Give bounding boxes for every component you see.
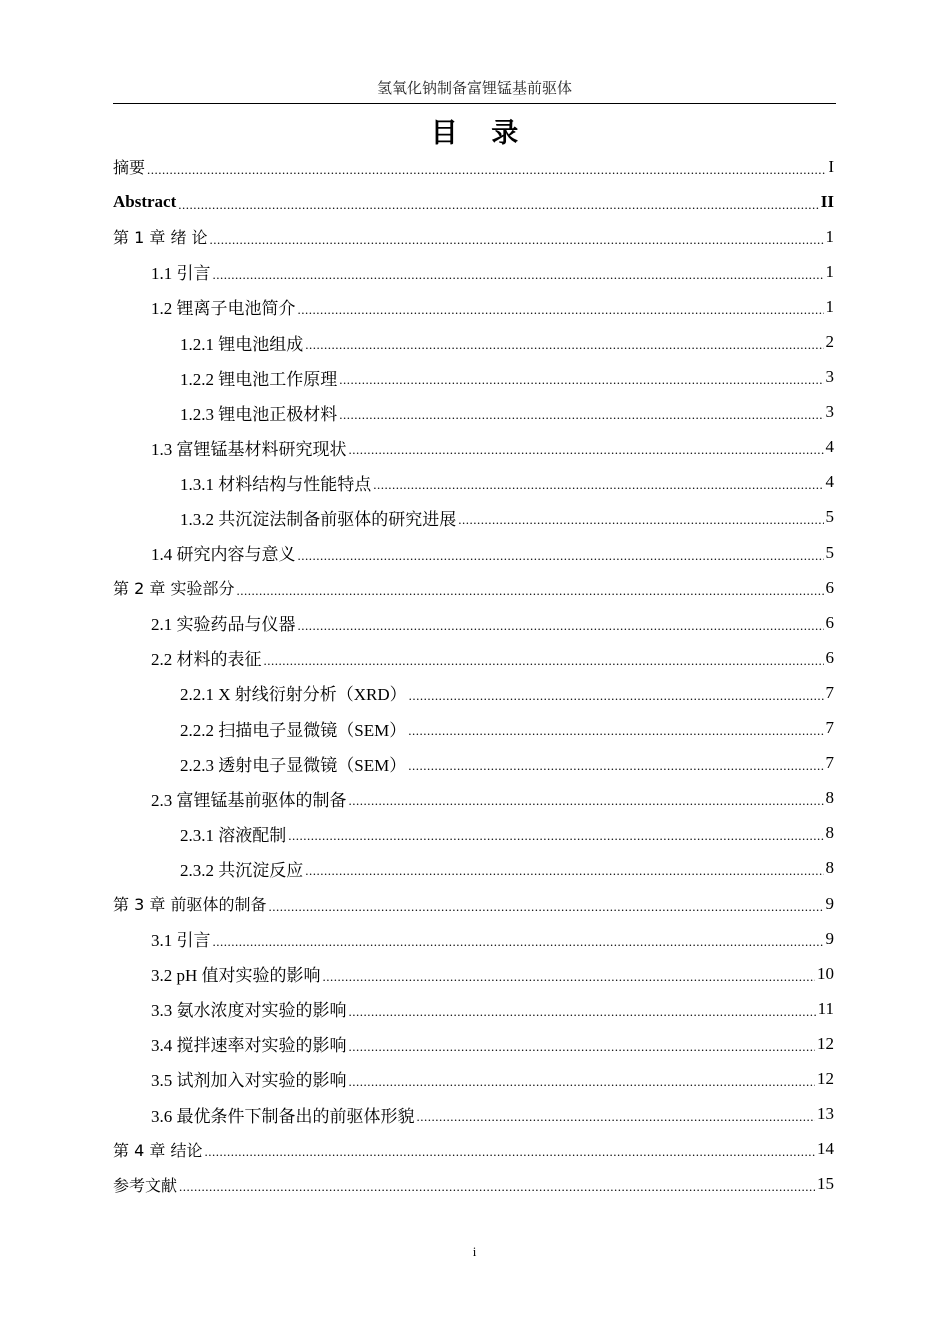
dot-leader [213, 267, 824, 283]
toc-entry-page: 15 [817, 1174, 834, 1194]
toc-entry-page: 5 [825, 507, 834, 527]
toc-entry-page: 10 [817, 963, 834, 983]
toc-entry[interactable] [113, 991, 834, 1026]
toc-entry-page: 14 [817, 1139, 834, 1159]
toc-entry-label: 1.2.2 锂电池工作原理 [180, 369, 338, 389]
toc-entry-page: 6 [825, 577, 834, 597]
toc-entry-page: 6 [825, 612, 834, 632]
toc-entry[interactable] [113, 921, 834, 956]
toc-entry[interactable] [113, 956, 834, 991]
toc-entry-label: 3.5 试剂加入对实验的影响 [151, 1071, 347, 1091]
toc-entry[interactable] [113, 395, 834, 430]
toc-entry[interactable] [113, 535, 834, 570]
dot-leader [349, 442, 824, 458]
toc-entry-page: 1 [825, 226, 834, 246]
toc-entry-page: 3 [825, 367, 834, 387]
dot-leader [408, 758, 823, 774]
dot-leader [298, 548, 824, 564]
toc-entry-page: 4 [825, 472, 834, 492]
dot-leader [417, 1109, 816, 1125]
dot-leader [298, 302, 824, 318]
toc-entry-label: 2.2.2 扫描电子显微镜（SEM） [180, 720, 407, 740]
dot-leader [349, 1039, 816, 1055]
toc-entry-label: 3.6 最优条件下制备出的前驱体形貌 [151, 1106, 415, 1126]
toc-entry-page: 6 [825, 647, 834, 667]
toc-entry-page: 5 [825, 542, 834, 562]
toc-entry-page: 7 [825, 718, 834, 738]
toc-entry-label: 1.2.1 锂电池组成 [180, 334, 304, 354]
toc-entry-label: 第 3 章 前驱体的制备 [113, 895, 267, 915]
toc-entry[interactable] [113, 219, 834, 254]
toc-entry-page: 11 [817, 998, 834, 1018]
toc-entry-label: 1.2 锂离子电池简介 [151, 299, 296, 319]
toc-entry-label: 3.3 氨水浓度对实验的影响 [151, 1001, 347, 1021]
toc-entry-label: 1.2.3 锂电池正极材料 [180, 404, 338, 424]
toc-entry-page: 12 [817, 1068, 834, 1088]
toc-entry-page: 7 [825, 682, 834, 702]
toc-entry-label: 第 4 章 结论 [113, 1140, 203, 1160]
toc-entry-label: 1.3.1 材料结构与性能特点 [180, 474, 372, 494]
dot-leader [268, 899, 823, 915]
toc-entry[interactable] [113, 430, 834, 465]
toc-entry-page: 4 [825, 437, 834, 457]
toc-entry[interactable] [113, 605, 834, 640]
dot-leader [323, 969, 815, 985]
toc-entry-page: 9 [825, 928, 834, 948]
toc-entry-label: 2.1 实验药品与仪器 [151, 615, 296, 635]
page-number: i [472, 1244, 477, 1259]
toc-entry[interactable] [113, 1026, 834, 1061]
toc-title: 目 录 [430, 118, 531, 149]
toc-entry-label: 1.4 研究内容与意义 [151, 545, 296, 565]
toc-entry-page: 8 [825, 858, 834, 878]
toc-entry[interactable] [113, 851, 834, 886]
toc-entry-label: 第 2 章 实验部分 [113, 579, 235, 599]
toc-entry-page: I [828, 156, 834, 176]
toc-entry-label: 2.2.1 X 射线衍射分析（XRD） [180, 685, 407, 705]
toc-entry-label: 2.3.1 溶液配制 [180, 825, 287, 845]
dot-leader [305, 863, 823, 879]
toc-entry-page: 9 [825, 893, 834, 913]
toc-entry-page: 2 [825, 332, 834, 352]
dot-leader [458, 512, 823, 528]
toc-entry-label: 1.3 富锂锰基材料研究现状 [151, 439, 347, 459]
toc-entry[interactable] [113, 360, 834, 395]
dot-leader [373, 477, 823, 493]
toc-entry[interactable] [113, 1167, 834, 1202]
toc-entry[interactable] [113, 1061, 834, 1096]
toc-entry-page: 12 [817, 1033, 834, 1053]
toc-entry-page: 13 [817, 1104, 834, 1124]
toc-entry-label: Abstract [113, 191, 177, 211]
toc-entry-label: 参考文献 [113, 1175, 178, 1195]
dot-leader [210, 232, 824, 248]
dot-leader [204, 1144, 815, 1160]
dot-leader [339, 372, 823, 388]
toc-entry[interactable] [113, 149, 834, 184]
dot-leader [298, 618, 824, 634]
running-header: 氢氧化钠制备富锂锰基前驱体 [376, 81, 572, 97]
toc-entry[interactable] [113, 1132, 834, 1167]
header-divider [113, 103, 836, 104]
dot-leader [339, 407, 823, 423]
toc-entry[interactable] [113, 184, 834, 219]
toc-entry[interactable] [113, 570, 834, 605]
toc-entry[interactable] [113, 675, 834, 710]
toc-entry[interactable] [113, 816, 834, 851]
toc-entry-label: 3.4 搅拌速率对实验的影响 [151, 1036, 347, 1056]
toc-entry-page: 1 [825, 261, 834, 281]
toc-entry-label: 摘要 [113, 158, 146, 178]
dot-leader [349, 1004, 816, 1020]
toc-entry-label: 2.2 材料的表征 [151, 650, 262, 670]
toc-entry[interactable] [113, 465, 834, 500]
dot-leader [179, 1179, 815, 1195]
toc-entry-label: 1.1 引言 [151, 264, 211, 284]
dot-leader [408, 723, 823, 739]
toc-entry-label: 2.3.2 共沉淀反应 [180, 860, 304, 880]
toc-entry[interactable] [113, 289, 834, 324]
toc-entry-label: 2.2.3 透射电子显微镜（SEM） [180, 755, 407, 775]
toc-entry[interactable] [113, 886, 834, 921]
toc-entry-page: 8 [825, 823, 834, 843]
toc-entry[interactable] [113, 254, 834, 289]
toc-entry-label: 1.3.2 共沉淀法制备前驱体的研究进展 [180, 509, 457, 529]
toc-entry-label: 第 1 章 绪 论 [113, 228, 208, 248]
toc-entry-page: 1 [825, 296, 834, 316]
toc-entry-page: 3 [825, 402, 834, 422]
dot-leader [349, 793, 824, 809]
toc-entry-label: 3.1 引言 [151, 931, 211, 951]
dot-leader [213, 934, 824, 950]
toc-entry[interactable] [113, 640, 834, 675]
dot-leader [236, 583, 823, 599]
toc-entry[interactable] [113, 781, 834, 816]
toc-entry[interactable] [113, 746, 834, 781]
table-of-contents [113, 149, 834, 1202]
dot-leader [305, 337, 823, 353]
dot-leader [178, 197, 819, 213]
dot-leader [264, 653, 824, 669]
toc-entry-label: 3.2 pH 值对实验的影响 [151, 966, 321, 986]
dot-leader [409, 688, 824, 704]
toc-entry-page: II [820, 191, 834, 211]
toc-entry[interactable] [113, 1097, 834, 1132]
dot-leader [288, 828, 823, 844]
toc-entry[interactable] [113, 500, 834, 535]
toc-entry[interactable] [113, 324, 834, 359]
toc-entry-label: 2.3 富锂锰基前驱体的制备 [151, 790, 347, 810]
dot-leader [147, 162, 826, 178]
toc-entry[interactable] [113, 711, 834, 746]
dot-leader [349, 1074, 816, 1090]
toc-entry-page: 8 [825, 788, 834, 808]
toc-entry-page: 7 [825, 753, 834, 773]
